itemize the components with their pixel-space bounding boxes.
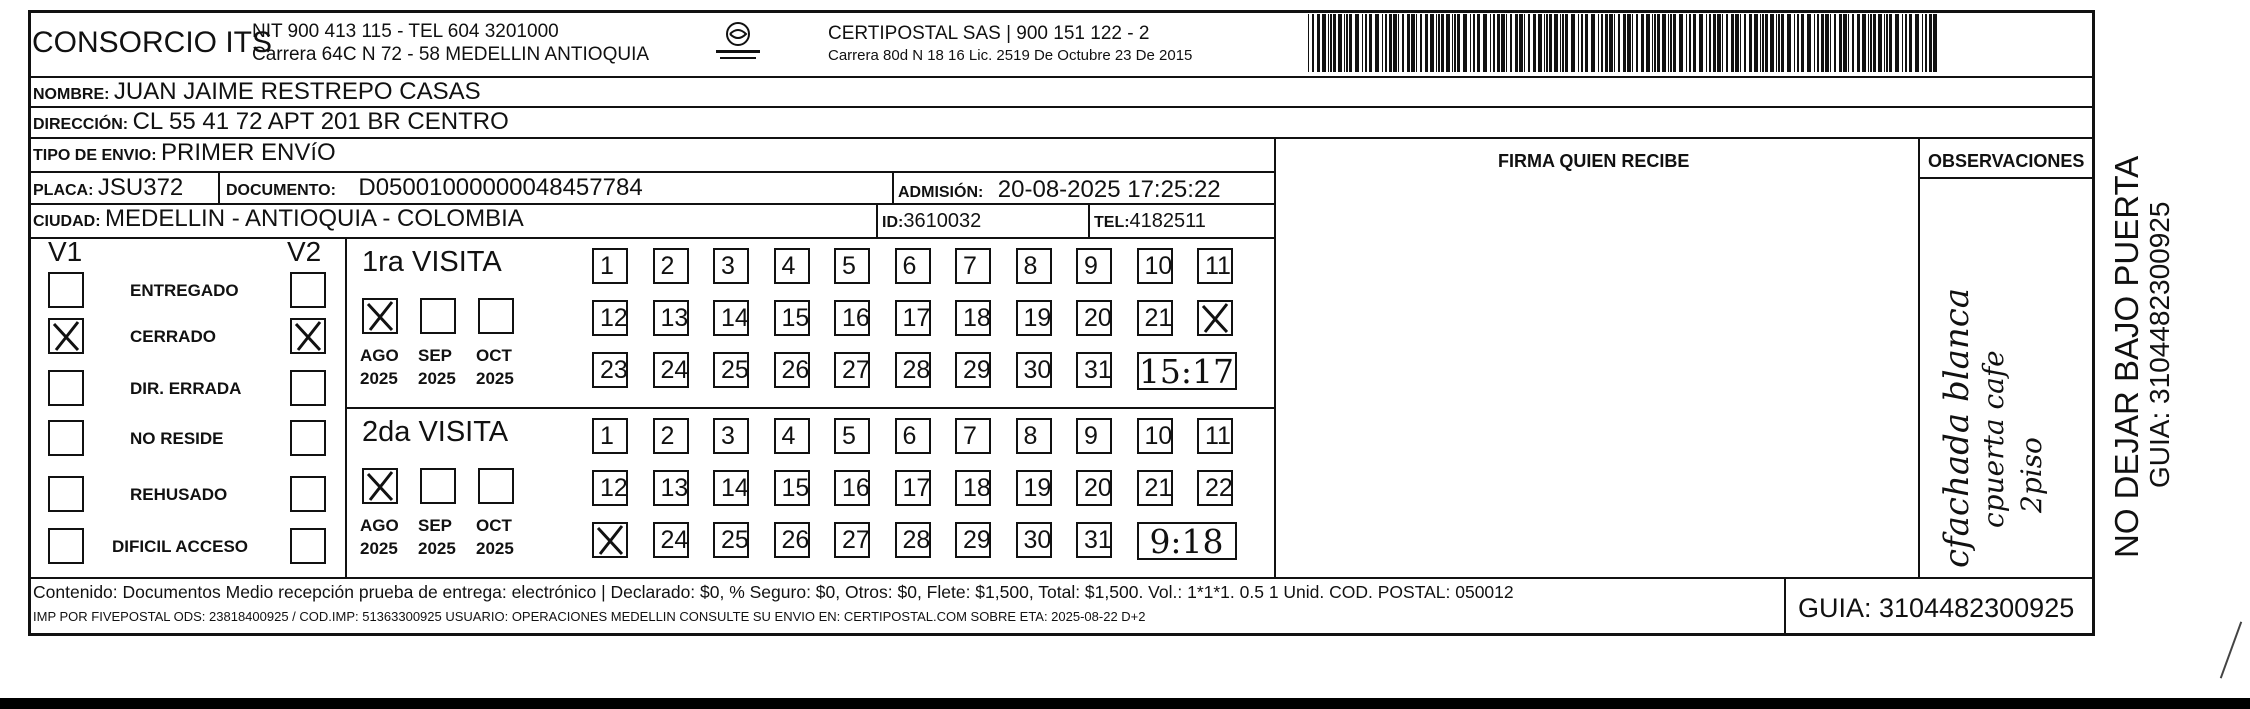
day-box[interactable]: 1 [592, 418, 628, 454]
visit-time[interactable]: 9:18 [1137, 522, 1237, 560]
tel-value: 4182511 [1129, 210, 1206, 232]
visit-title: 2da VISITA [362, 416, 509, 448]
documento-label: DOCUMENTO: [226, 182, 336, 199]
month-label: AGO [360, 346, 399, 365]
month-checkbox[interactable] [420, 468, 456, 504]
obs-line-2: cpuerta cafe [1977, 350, 2010, 528]
day-box[interactable]: 20 [1076, 470, 1112, 506]
status-v1-checkbox[interactable] [48, 528, 84, 564]
month-checkbox[interactable] [362, 298, 398, 334]
check-x-icon [1199, 302, 1231, 334]
month-year: 2025 [476, 539, 514, 558]
status-v2-checkbox[interactable] [290, 318, 326, 354]
admision-value: 20-08-2025 17:25:22 [997, 176, 1221, 203]
day-box[interactable]: 5 [834, 248, 870, 284]
day-box[interactable]: 16 [834, 300, 870, 336]
month-year: 2025 [360, 369, 398, 388]
day-box[interactable]: 20 [1076, 300, 1112, 336]
day-box[interactable]: 6 [895, 418, 931, 454]
direccion-value: CL 55 41 72 APT 201 BR CENTRO [132, 108, 509, 135]
day-box[interactable] [1197, 300, 1233, 336]
month-checkbox[interactable] [478, 468, 514, 504]
nombre-row [33, 80, 481, 104]
day-box[interactable]: 22 [1197, 470, 1233, 506]
month-year: 2025 [360, 539, 398, 558]
id-label: ID: [882, 214, 904, 231]
ciudad-label: CIUDAD: [33, 213, 101, 230]
day-box[interactable]: 13 [653, 470, 689, 506]
month-checkbox[interactable] [478, 298, 514, 334]
day-box[interactable]: 7 [955, 248, 991, 284]
day-box[interactable]: 6 [895, 248, 931, 284]
firma-label: FIRMA QUIEN RECIBE [1498, 151, 1690, 171]
status-v2-checkbox[interactable] [290, 476, 326, 512]
footer-contenido: Contenido: Documentos Medio recepción prueba de entrega: electrónico | Declarado: $0, % Seguro: $0, Otros: $0, Flete: $1,500, Total: $1,500. Vol.: 1*1*1. 0.5 1 Unid. COD. POSTAL: 050012 [33, 582, 1514, 602]
day-box[interactable] [592, 522, 628, 558]
day-box[interactable]: 18 [955, 300, 991, 336]
day-box[interactable]: 25 [713, 522, 749, 558]
barcode [1308, 14, 1943, 72]
day-box[interactable]: 2 [653, 248, 689, 284]
day-box[interactable]: 14 [713, 470, 749, 506]
day-box[interactable]: 24 [653, 522, 689, 558]
day-box[interactable]: 10 [1137, 418, 1173, 454]
check-x-icon [292, 320, 324, 352]
tel-row [1094, 211, 1206, 231]
documento-row [226, 176, 643, 200]
day-box[interactable]: 21 [1137, 300, 1173, 336]
day-box[interactable]: 13 [653, 300, 689, 336]
tel-label: TEL: [1094, 214, 1130, 231]
check-x-icon [594, 524, 626, 556]
certipostal-logo [708, 18, 768, 68]
footer-guia: GUIA: 3104482300925 [1798, 593, 2075, 623]
status-v2-checkbox[interactable] [290, 272, 326, 308]
placa-row [33, 176, 183, 200]
status-label: NO RESIDE [130, 429, 224, 448]
tipo-value: PRIMER ENVíO [161, 139, 336, 166]
admision-label: ADMISIÓN: [898, 184, 984, 201]
status-v1-checkbox[interactable] [48, 318, 84, 354]
day-box[interactable]: 17 [895, 300, 931, 336]
day-box[interactable]: 21 [1137, 470, 1173, 506]
ciudad-row [33, 207, 524, 231]
day-box[interactable]: 17 [895, 470, 931, 506]
ciudad-value: MEDELLIN - ANTIOQUIA - COLOMBIA [105, 205, 524, 232]
day-box[interactable]: 11 [1197, 248, 1233, 284]
month-label: AGO [360, 516, 399, 535]
day-box[interactable]: 28 [895, 522, 931, 558]
day-box[interactable]: 24 [653, 352, 689, 388]
day-box[interactable]: 28 [895, 352, 931, 388]
tipo-row [33, 141, 336, 165]
documento-value: D05001000000048457784 [358, 174, 643, 201]
month-year: 2025 [476, 369, 514, 388]
check-x-icon [364, 300, 396, 332]
month-label: OCT [476, 516, 512, 535]
day-box[interactable]: 14 [713, 300, 749, 336]
side-warning: NO DEJAR BAJO PUERTA [2108, 155, 2145, 558]
day-box[interactable]: 15 [774, 300, 810, 336]
month-year: 2025 [418, 369, 456, 388]
day-box[interactable]: 18 [955, 470, 991, 506]
month-label: OCT [476, 346, 512, 365]
status-label: REHUSADO [130, 485, 228, 504]
check-x-icon [50, 320, 82, 352]
carrier-name: CERTIPOSTAL SAS | 900 151 122 - 2 [828, 23, 1150, 44]
v2-header: V2 [287, 236, 322, 267]
admision-row [898, 178, 1221, 202]
day-box[interactable]: 4 [774, 248, 810, 284]
month-checkbox[interactable] [362, 468, 398, 504]
scan-edge [0, 698, 2250, 709]
day-box[interactable]: 19 [1016, 300, 1052, 336]
day-box[interactable]: 27 [834, 522, 870, 558]
day-box[interactable]: 19 [1016, 470, 1052, 506]
observaciones-label: OBSERVACIONES [1928, 151, 2085, 171]
placa-label: PLACA: [33, 182, 94, 199]
day-box[interactable]: 31 [1076, 522, 1112, 558]
day-box[interactable]: 2 [653, 418, 689, 454]
day-box[interactable]: 30 [1016, 352, 1052, 388]
obs-line-1: cfachada blanca [1937, 287, 1977, 568]
day-box[interactable]: 12 [592, 300, 628, 336]
day-box[interactable]: 27 [834, 352, 870, 388]
day-box[interactable]: 7 [955, 418, 991, 454]
side-guia: GUIA: 3104482300925 [2144, 201, 2175, 488]
day-box[interactable]: 31 [1076, 352, 1112, 388]
day-box[interactable]: 16 [834, 470, 870, 506]
nombre-value: JUAN JAIME RESTREPO CASAS [113, 78, 481, 105]
day-box[interactable]: 3 [713, 418, 749, 454]
tipo-label: TIPO DE ENVIO: [33, 147, 157, 164]
obs-line-3: 2piso [2015, 437, 2048, 513]
day-box[interactable]: 25 [713, 352, 749, 388]
day-box[interactable]: 15 [774, 470, 810, 506]
status-v2-checkbox[interactable] [290, 528, 326, 564]
status-label: ENTREGADO [130, 281, 239, 300]
placa-value: JSU372 [97, 174, 184, 201]
day-box[interactable]: 8 [1016, 248, 1052, 284]
day-box[interactable]: 30 [1016, 522, 1052, 558]
day-box[interactable]: 4 [774, 418, 810, 454]
month-year: 2025 [418, 539, 456, 558]
status-v2-checkbox[interactable] [290, 370, 326, 406]
status-v1-checkbox[interactable] [48, 272, 84, 308]
day-box[interactable]: 5 [834, 418, 870, 454]
nombre-label: NOMBRE: [33, 86, 110, 103]
direccion-label: DIRECCIÓN: [33, 116, 129, 133]
id-value: 3610032 [903, 210, 982, 232]
status-label: DIFICIL ACCESO [112, 537, 249, 556]
company-nit: NIT 900 413 115 - TEL 604 3201000 [252, 21, 559, 42]
day-box[interactable]: 3 [713, 248, 749, 284]
day-box[interactable]: 10 [1137, 248, 1173, 284]
scan-edge-right [2220, 621, 2242, 678]
company-name: CONSORCIO ITS [32, 26, 273, 59]
day-box[interactable]: 1 [592, 248, 628, 284]
barcode-bars [1308, 14, 1943, 72]
day-box[interactable]: 26 [774, 352, 810, 388]
v1-header: V1 [48, 236, 83, 267]
day-box[interactable]: 9 [1076, 418, 1112, 454]
status-v2-checkbox[interactable] [290, 420, 326, 456]
check-x-icon [364, 470, 396, 502]
day-box[interactable]: 12 [592, 470, 628, 506]
day-box[interactable]: 11 [1197, 418, 1233, 454]
status-v1-checkbox[interactable] [48, 420, 84, 456]
direccion-row [33, 110, 509, 134]
day-box[interactable]: 29 [955, 522, 991, 558]
status-label: DIR. ERRADA [130, 379, 242, 398]
month-checkbox[interactable] [420, 298, 456, 334]
day-box[interactable]: 8 [1016, 418, 1052, 454]
month-label: SEP [418, 346, 453, 365]
observations-handwriting [1920, 178, 2070, 576]
day-box[interactable]: 9 [1076, 248, 1112, 284]
month-label: SEP [418, 516, 453, 535]
status-v1-checkbox[interactable] [48, 370, 84, 406]
status-v1-checkbox[interactable] [48, 476, 84, 512]
visit-title: 1ra VISITA [362, 246, 502, 278]
company-address: Carrera 64C N 72 - 58 MEDELLIN ANTIOQUIA [252, 44, 650, 65]
visit-time[interactable]: 15:17 [1137, 352, 1237, 390]
status-label: CERRADO [130, 327, 216, 346]
day-box[interactable]: 29 [955, 352, 991, 388]
id-row [882, 211, 981, 231]
carrier-address: Carrera 80d N 18 16 Lic. 2519 De Octubre 23 De 2015 [828, 47, 1193, 64]
footer-impresion: IMP POR FIVEPOSTAL ODS: 23818400925 / COD.IMP: 51363300925 USUARIO: OPERACIONES MEDELLIN CONSULTE SU ENVIO EN: CERTIPOSTAL.COM SOBRE ETA: 2025-08-22 D+2 [33, 609, 1146, 624]
day-box[interactable]: 26 [774, 522, 810, 558]
day-box[interactable]: 23 [592, 352, 628, 388]
